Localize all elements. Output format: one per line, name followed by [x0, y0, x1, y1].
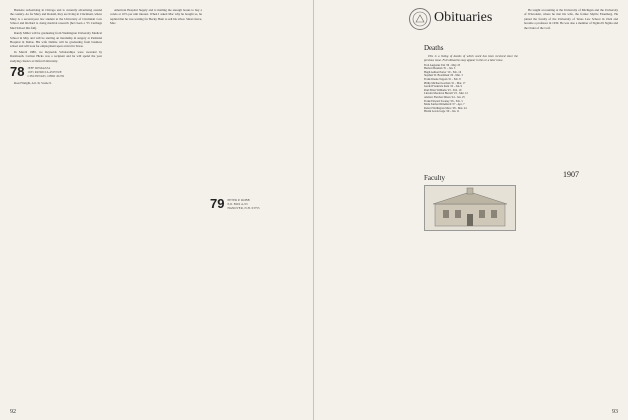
right-column-3 [524, 8, 618, 403]
deaths-list [424, 64, 518, 114]
section-title: Obituaries [434, 10, 493, 25]
death-entry: Frank Duane Tappan '21 - Feb. 8 [424, 77, 461, 81]
faculty-building-illustration [424, 185, 516, 231]
class-year-number: 79 [210, 196, 225, 211]
secretary-street: P.O. BOX A-93 [227, 201, 248, 206]
class-secretary-address [27, 66, 64, 78]
death-entry: Philip Michael Gorman '21 - Mar. 17 [424, 81, 466, 85]
secretary-name: JEFF DEMAZZA [27, 66, 51, 71]
right-page [314, 0, 628, 420]
death-entry: Stephen W. Boardman '20 - Mar. 3 [424, 74, 463, 78]
secretary-city: CINCINNATI, OHIO 45239 [27, 73, 65, 78]
class-79-header [210, 198, 304, 210]
death-entry: Robert Wellington Mace '28 - Mar. 24 [424, 106, 467, 110]
death-entry: Andrew Fletcher Dixon '24 - Jan. 25 [424, 95, 465, 99]
class-secretary-address [227, 198, 259, 210]
secretary-city: HANOVER, N.H. 03755 [227, 205, 260, 210]
class-year-number: 78 [10, 64, 25, 80]
death-entry: Fred Augustus Tait '26 - May 23 [424, 63, 461, 67]
death-entry: Frank Edward Swaney '26 - Feb. 5 [424, 99, 463, 103]
class-notes-paragraph: Randy Miller will be graduating from Washington University Medical School in May and will be starting an internship in surgery at Parkland Hospital in Dallas. His wife Debbie will be graduating from business school and will look for employment upon arrival in Texas. [10, 31, 102, 49]
death-entry: Paul Elliot Williams '23 - Feb. 19 [424, 88, 462, 92]
death-entry: Herbert Beaman '31 - Jan. 3 [424, 67, 456, 71]
left-column-1 [10, 8, 102, 403]
class-notes-paragraph: American Hospital Supply and is mailing me enough books to buy a condo at 10% per unit interest. When I asked Mac why he bought so, he replied that he was waiting for Becky Hunt to sell his silver. Smart move, Mac. [110, 8, 202, 26]
class-78-header [10, 66, 102, 78]
faculty-heading: Faculty [424, 173, 445, 182]
class-year-heading: 1907 [563, 170, 579, 180]
secretary-name: PETER P. ROBB [227, 198, 250, 202]
left-column-3 [210, 8, 304, 403]
death-entry: Mark Sanford Rinehardt '27 - Apr. 7 [424, 103, 465, 107]
left-column-2 [110, 8, 202, 403]
right-column-1 [324, 8, 416, 403]
secretary-street: 1035 PATRICIA AVENUE [27, 70, 62, 75]
death-entry: Gerald Frederick Kent '22 - Jan. 9 [424, 85, 463, 89]
class-notes-paragraph: Burnette Advertising in Chicago and is currently advertising around the country. As for Mary and Ronald, they are living in Cincinnati, where Mary is a second-year law student at the University of Cincinnati Law School and Richard is doing medical research (he's been a '55 Carthage Med School this fall). [10, 8, 102, 30]
deaths-intro: This is a listing of deaths of which word has been received since the previous issue. Full obituaries may appear in this or a later issue. [424, 54, 518, 63]
class-notes-paragraph: In March 1980, we Reynolds Scholarships were awarded by Dartmouth. Carlton Hicks was a recipient and he will spend the year studying classics at Oxford University. [10, 50, 102, 63]
deaths-heading: Deaths [424, 44, 444, 52]
page-number: 92 [10, 409, 16, 415]
right-column-2 [424, 40, 518, 395]
death-entry: Hiram Lewis Gage '29 - Jan. 11 [424, 110, 460, 114]
page-number: 93 [612, 409, 618, 415]
death-entry: Lincoln Mordecai Burrell '23 - Mar. 12 [424, 92, 468, 96]
class-notes-paragraph: Road Weight, Acl. II, Scene 9. [14, 80, 52, 85]
death-entry: Hugh Ashton Porter '19 - Feb. 16 [424, 70, 462, 74]
obituary-paragraph: He taught accounting at the University of Michigan and the University of Wisconsin, where he met his wife, the former Myrtle Eisenberg. He joined the faculty of the University of Texas Law School in 1924 and became a professor in 1930. He was also a member of Sigma Pi Sigma and the Order of the Coif. [524, 8, 618, 30]
